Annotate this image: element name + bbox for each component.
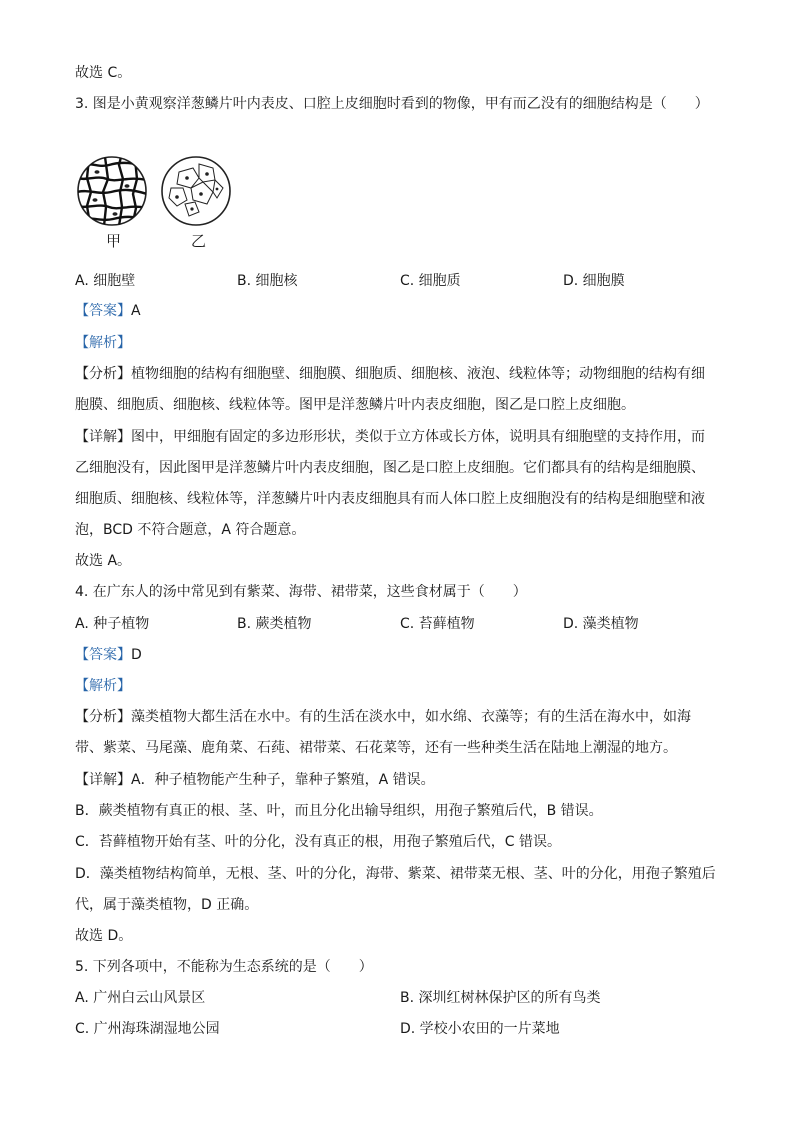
q3-xiangjie-line-3: 细胞质、细胞核、线粒体等，洋葱鳞片叶内表皮细胞具有而人体口腔上皮细胞没有的结构是细胞壁和液 (75, 491, 705, 507)
q4-analysis-tag: 【解析】 (75, 678, 131, 694)
xiangjie-tag: 【详解】 (75, 429, 131, 445)
q3-fenxi-line-2: 胞膜、细胞质、细胞核、线粒体等。图甲是洋葱鳞片叶内表皮细胞，图乙是口腔上皮细胞。 (75, 397, 635, 413)
q3-analysis-tag: 【解析】 (75, 335, 131, 351)
q3-fenxi-line-1 (75, 364, 705, 384)
q3-option-b: B. 细胞核 (237, 273, 298, 289)
q5-option-b: B. 深圳红树林保护区的所有鸟类 (400, 990, 601, 1006)
q4-fenxi-line-2: 带、紫菜、马尾藻、鹿角菜、石莼、裙带菜、石花菜等，还有一些种类生活在陆地上潮湿的地方。 (75, 740, 677, 756)
xiangjie-text: 图中，甲细胞有固定的多边形形状，类似于立方体或长方体，说明具有细胞壁的支持作用，而 (131, 429, 705, 445)
fenxi-tag: 【分析】 (75, 709, 131, 725)
figure-label-yi: 乙 (191, 232, 207, 250)
q3-xiangjie-line-4: 泡，BCD 不符合题意，A 符合题意。 (75, 522, 306, 538)
q3-answer (75, 301, 141, 321)
cheek-epithelial-cells-image (159, 154, 233, 228)
q3-stem: 3. 图是小黄观察洋葱鳞片叶内表皮、口腔上皮细胞时看到的物像，甲有而乙没有的细胞结构是（ ） (75, 96, 709, 112)
q3-xiangjie-line-1 (75, 427, 705, 447)
q3-option-c: C. 细胞质 (400, 273, 461, 289)
q3-conclusion: 故选 A。 (75, 553, 132, 569)
answer-value: D (131, 647, 142, 663)
fenxi-text: 植物细胞的结构有细胞壁、细胞膜、细胞质、细胞核、液泡、线粒体等；动物细胞的结构有细 (131, 366, 705, 382)
q4-xiangjie-line-2: B．蕨类植物有真正的根、茎、叶，而且分化出输导组织，用孢子繁殖后代，B 错误。 (75, 803, 603, 819)
xiangjie-tag: 【详解】 (75, 772, 131, 788)
answer-tag: 【答案】 (75, 647, 131, 663)
q3-option-d: D. 细胞膜 (563, 273, 625, 289)
q4-conclusion: 故选 D。 (75, 928, 133, 944)
q4-option-c: C. 苔藓植物 (400, 616, 475, 632)
q4-fenxi-line-1 (75, 707, 691, 727)
q4-xiangjie-line-3: C．苔藓植物开始有茎、叶的分化，没有真正的根，用孢子繁殖后代，C 错误。 (75, 834, 561, 850)
q4-option-d: D. 藻类植物 (563, 616, 639, 632)
xiangjie-text: A．种子植物能产生种子，靠种子繁殖，A 错误。 (131, 772, 435, 788)
q4-option-a: A. 种子植物 (75, 616, 150, 632)
q4-option-b: B. 蕨类植物 (237, 616, 312, 632)
fenxi-text: 藻类植物大都生活在水中。有的生活在淡水中，如水绵、衣藻等；有的生活在海水中，如海 (131, 709, 691, 725)
q5-stem: 5. 下列各项中，不能称为生态系统的是（ ） (75, 959, 373, 975)
answer-value: A (131, 303, 141, 319)
q5-option-a: A. 广州白云山风景区 (75, 990, 206, 1006)
q4-stem: 4. 在广东人的汤中常见到有紫菜、海带、裙带菜，这些食材属于（ ） (75, 584, 527, 600)
q4-xiangjie-line-5: 代，属于藻类植物，D 正确。 (75, 897, 259, 913)
q4-xiangjie-line-4: D．藻类植物结构简单，无根、茎、叶的分化，海带、紫菜、裙带菜无根、茎、叶的分化，用孢子繁殖后 (75, 866, 716, 882)
answer-tag: 【答案】 (75, 303, 131, 319)
q5-option-c: C. 广州海珠湖湿地公园 (75, 1021, 220, 1037)
prev-conclusion: 故选 C。 (75, 65, 132, 81)
q3-xiangjie-line-2: 乙细胞没有，因此图甲是洋葱鳞片叶内表皮细胞，图乙是口腔上皮细胞。它们都具有的结构是细胞膜、 (75, 460, 705, 476)
q3-option-a: A. 细胞壁 (75, 273, 136, 289)
q4-answer (75, 645, 142, 665)
q3-figure (75, 150, 235, 250)
figure-label-jia: 甲 (106, 232, 122, 250)
q5-option-d: D. 学校小农田的一片菜地 (400, 1021, 560, 1037)
onion-epidermis-cells-image (75, 154, 149, 228)
q4-xiangjie-line-1 (75, 770, 435, 790)
fenxi-tag: 【分析】 (75, 366, 131, 382)
